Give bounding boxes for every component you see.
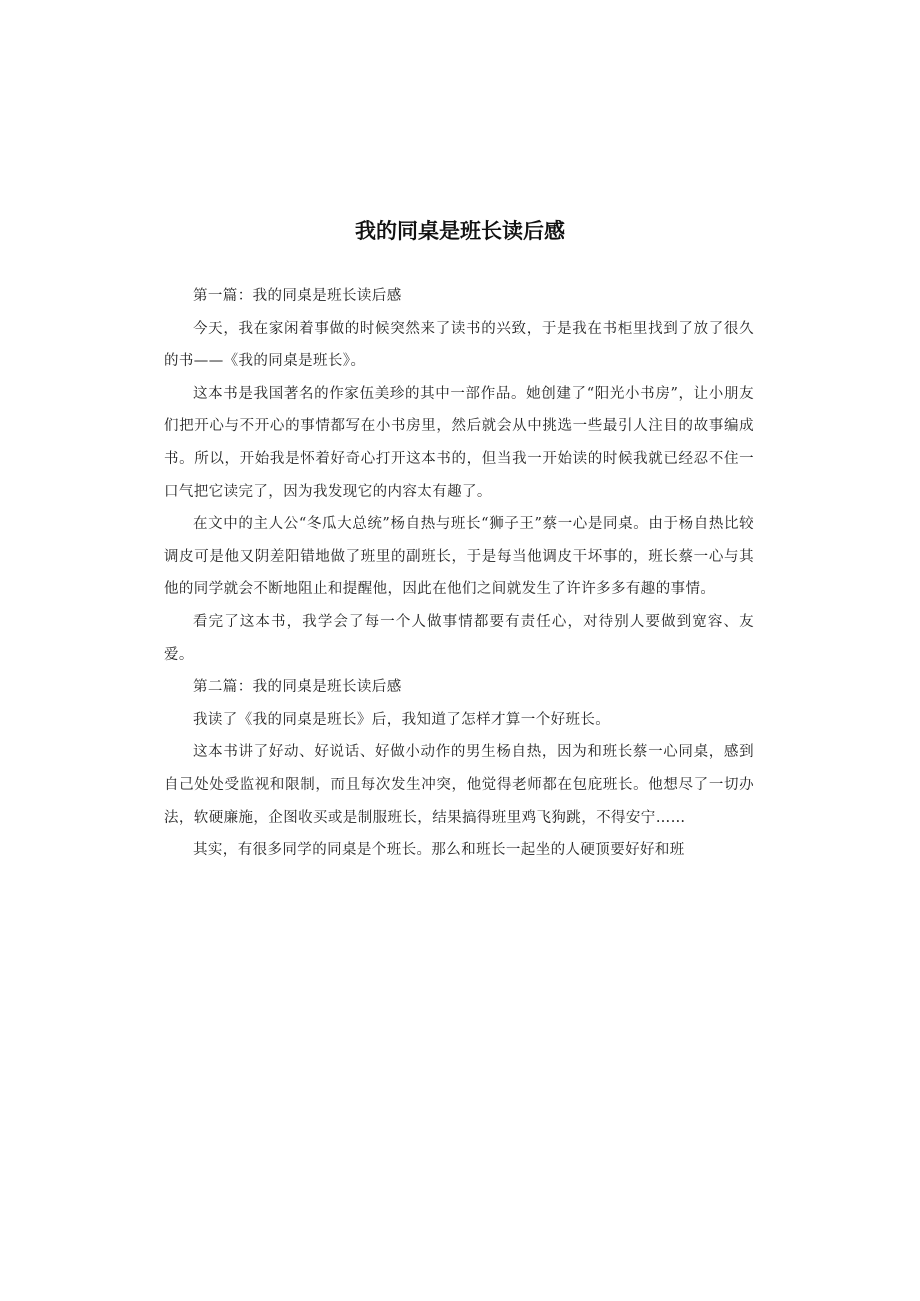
document-body <box>164 280 754 867</box>
section-heading-1: 第一篇：我的同桌是班长读后感 <box>193 288 402 304</box>
paragraph: 这本书是我国著名的作家伍美珍的其中一部作品。她创建了“阳光小书房”，让小朋友们把开心与不开心的事情都写在小书房里，然后就会从中挑选一些最引人注目的故事编成书。所以，开始我是怀着好奇心打开这本书的，但当我一开始读的时候我就已经忍不住一口气把它读完了，因为我发现它的内容太有趣了。 <box>164 385 754 500</box>
paragraph: 在文中的主人公“冬瓜大总统”杨自热与班长“狮子王”蔡一心是同桌。由于杨自热比较调皮可是他又阴差阳错地做了班里的副班长，于是每当他调皮干坏事的，班长蔡一心与其他的同学就会不断地阻止和提醒他，因此在他们之间就发生了许许多多有趣的事情。 <box>164 516 754 598</box>
paragraph: 我读了《我的同桌是班长》后，我知道了怎样才算一个好班长。 <box>193 711 611 728</box>
section-heading-2: 第二篇：我的同桌是班长读后感 <box>193 679 402 696</box>
paragraph: 这本书讲了好动、好说话、好做小动作的男生杨自热，因为和班长蔡一心同桌，感到自己处处受监视和限制，而且每次发生冲突，他觉得老师都在包庇班长。他想尽了一切办法，软硬廉施，企图收买或是制服班长，结果搞得班里鸡飞狗跳，不得安宁…… <box>164 744 754 826</box>
paragraph: 看完了这本书，我学会了每一个人做事情都要有责任心，对待别人要做到宽容、友爱。 <box>164 613 754 663</box>
paragraph: 今天，我在家闲着事做的时候突然来了读书的兴致，于是我在书柜里找到了放了很久的书——《我的同桌是班长》。 <box>164 320 754 370</box>
page-title: 我的同桌是班长读后感 <box>355 219 565 243</box>
paragraph: 其实，有很多同学的同桌是个班长。那么和班长一起坐的人硬顶要好好和班 <box>193 842 685 859</box>
